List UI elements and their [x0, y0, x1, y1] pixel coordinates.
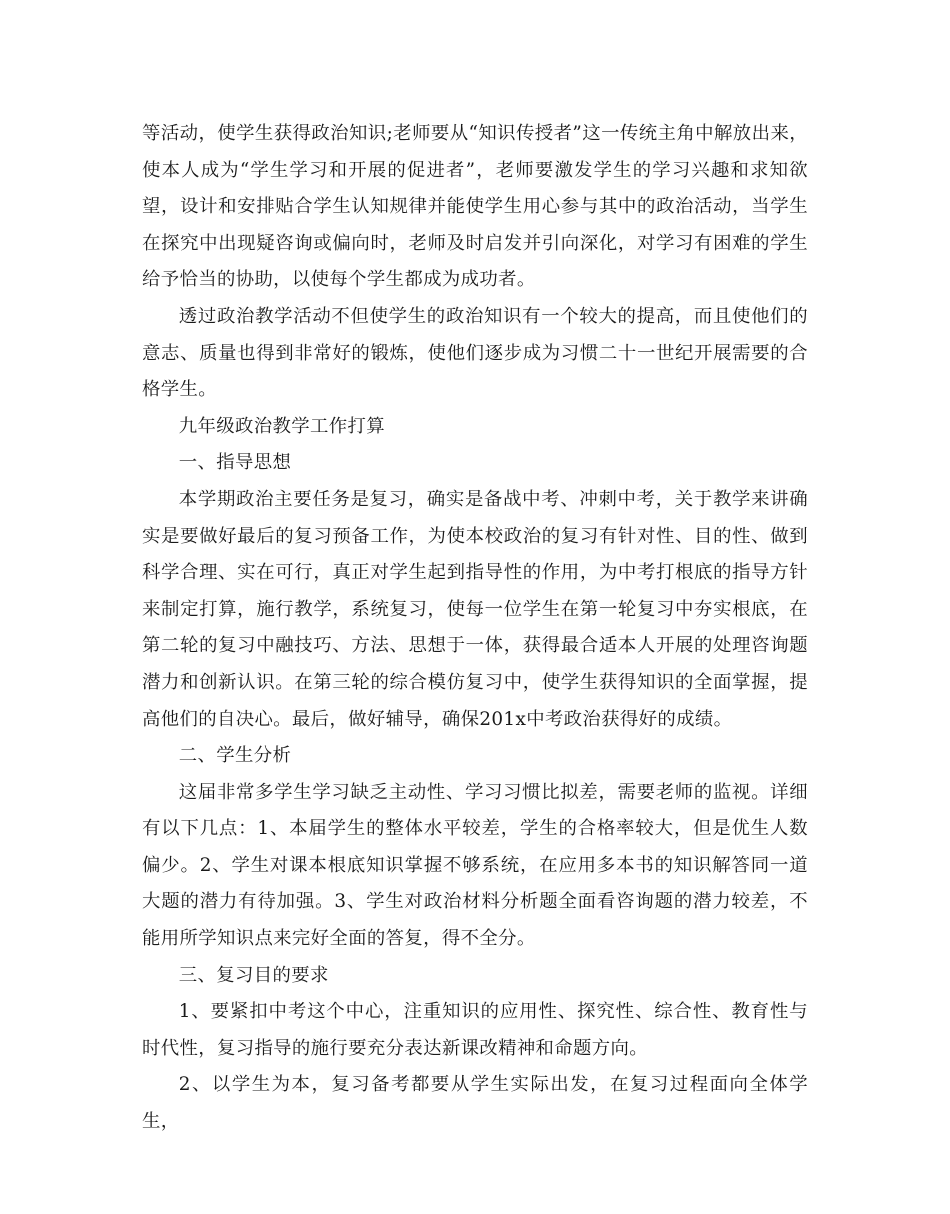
heading-review-goals: 三、复习目的要求 [178, 964, 329, 986]
section-title: 九年级政治教学工作打算 [178, 415, 385, 437]
paragraph-review-goal-1: 1、要紧扣中考这个中心，注重知识的应用性、探究性、综合性、教育性与时代性，复习指导的施行要充分表达新课改精神和命题方向。 [142, 1001, 808, 1059]
document-body [142, 116, 808, 1141]
paragraph-review-goal-2: 2、以学生为本，复习备考都要从学生实际出发，在复习过程面向全体学生， [142, 1074, 808, 1133]
paragraph-student-analysis: 这届非常多学生学习缺乏主动性、学习习惯比拟差，需要老师的监视。详细有以下几点：1、本届学生的整体水平较差，学生的合格率较大，但是优生人数偏少。2、学生对课本根底知识掌握不够系统，在应用多本书的知识解答同一道大题的潜力有待加强。3、学生对政治材料分析题全面看咨询题的潜力较差，不能用所学知识点来完好全面的答复，得不全分。 [142, 781, 808, 950]
heading-guiding-ideology: 一、指导思想 [178, 452, 292, 474]
paragraph-2: 透过政治教学活动不但使学生的政治知识有一个较大的提高，而且使他们的意志、质量也得到非常好的锻炼，使他们逐步成为习惯二十一世纪开展需要的合格学生。 [142, 305, 808, 401]
heading-student-analysis: 二、学生分析 [178, 745, 292, 767]
paragraph-1: 等活动，使学生获得政治知识;老师要从“知识传授者”这一传统主角中解放出来，使本人成为“学生学习和开展的促进者”，老师要激发学生的学习兴趣和求知欲望，设计和安排贴合学生认知规律并能使学生用心参与其中的政治活动，当学生在探究中出现疑咨询或偏向时，老师及时启发并引向深化，对学习有困难的学生给予恰当的协助，以使每个学生都成为成功者。 [142, 123, 808, 291]
paragraph-guiding-ideology: 本学期政治主要任务是复习，确实是备战中考、冲刺中考，关于教学来讲确实是要做好最后的复习预备工作，为使本校政治的复习有针对性、目的性、做到科学合理、实在可行，真正对学生起到指导性的作用，为中考打根底的指导方针来制定打算，施行教学，系统复习，使每一位学生在第一轮复习中夯实根底，在第二轮的复习中融技巧、方法、思想于一体，获得最合适本人开展的处理咨询题潜力和创新认识。在第三轮的综合模仿复习中，使学生获得知识的全面掌握，提高他们的自决心。最后，做好辅导，确保201x中考政治获得好的成绩。 [142, 488, 808, 730]
